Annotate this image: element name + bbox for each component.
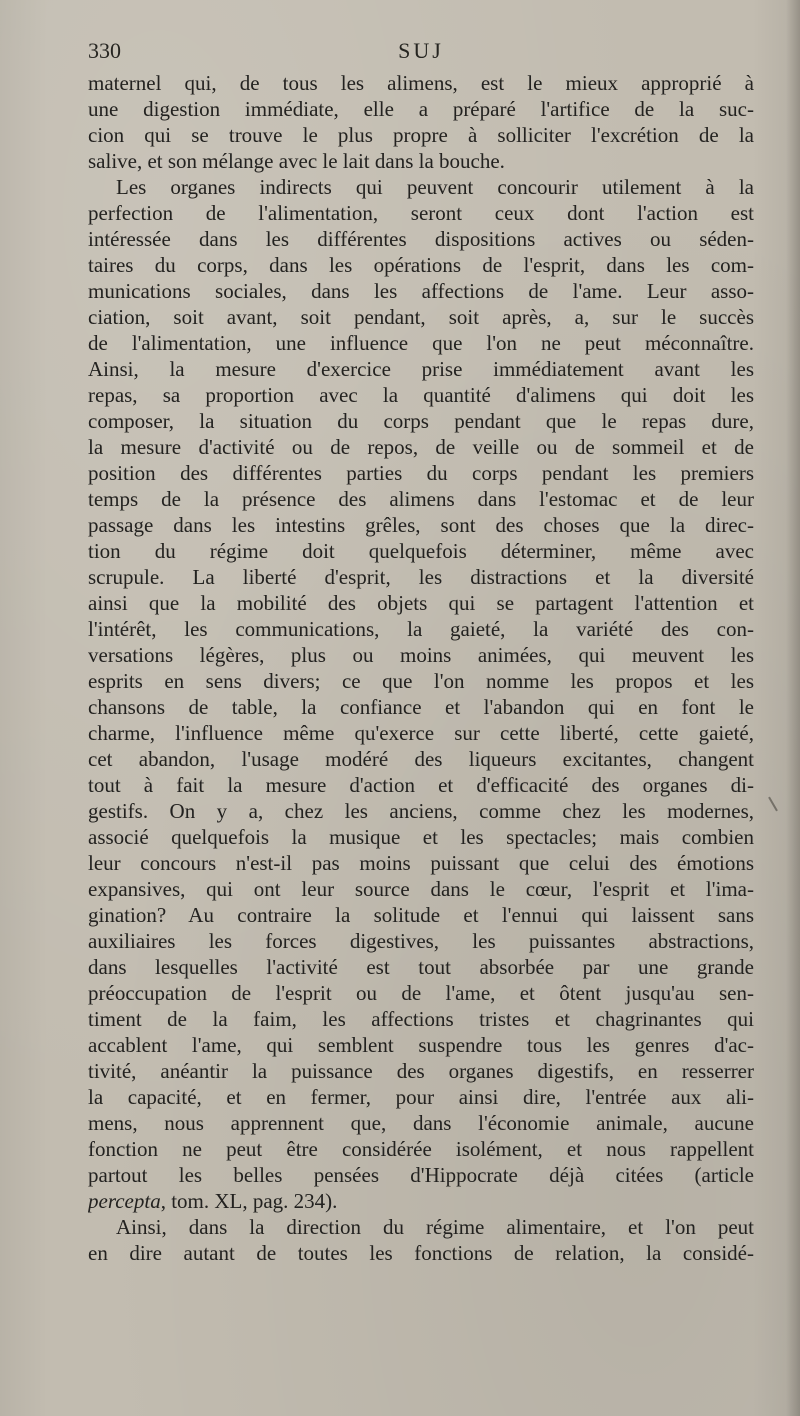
text-line: munications sociales, dans les affections de l'ame. Leur asso- [88, 279, 754, 303]
text-line: esprits en sens divers; ce que l'on nomme les propos et les [88, 669, 754, 693]
text-line: position des différentes parties du corps pendant les premiers [88, 461, 754, 485]
running-head [88, 38, 754, 66]
body-text [88, 70, 754, 1266]
text-line: la mesure d'activité ou de repos, de veille ou de sommeil et de [88, 435, 754, 459]
text-line: leur concours n'est-il pas moins puissant que celui des émotions [88, 851, 754, 875]
text-line: mens, nous apprennent que, dans l'économie animale, aucune [88, 1111, 754, 1135]
text-line: fonction ne peut être considérée isolément, et nous rappellent [88, 1137, 754, 1161]
text-line: scrupule. La liberté d'esprit, les distractions et la diversité [88, 565, 754, 589]
text-line: passage dans les intestins grêles, sont des choses que la direc- [88, 513, 754, 537]
text-line: la capacité, et en fermer, pour ainsi dire, l'entrée aux ali- [88, 1085, 754, 1109]
text-line: ainsi que la mobilité des objets qui se partagent l'attention et [88, 591, 754, 615]
text-line: temps de la présence des alimens dans l'estomac et de leur [88, 487, 754, 511]
text-line: tout à fait la mesure d'action et d'efficacité des organes di- [88, 773, 754, 797]
text-line: intéressée dans les différentes dispositions actives ou séden- [88, 227, 754, 251]
text-line: une digestion immédiate, elle a préparé l'artifice de la suc- [88, 97, 754, 121]
page-number: 330 [88, 38, 121, 63]
text-line: tion du régime doit quelquefois déterminer, même avec [88, 539, 754, 563]
page-edge-shadow [786, 0, 800, 1416]
text-line: cion qui se trouve le plus propre à solliciter l'excrétion de la [88, 123, 754, 147]
text-line: dans lesquelles l'activité est tout absorbée par une grande [88, 955, 754, 979]
text-line: perfection de l'alimentation, seront ceux dont l'action est [88, 201, 754, 225]
text-line: auxiliaires les forces digestives, les puissantes abstractions, [88, 929, 754, 953]
text-line: tivité, anéantir la puissance des organes digestifs, en resserrer [88, 1059, 754, 1083]
text-line: expansives, qui ont leur source dans le cœur, l'esprit et l'ima- [88, 877, 754, 901]
text-line: préoccupation de l'esprit ou de l'ame, et ôtent jusqu'au sen- [88, 981, 754, 1005]
running-title: SUJ [398, 38, 444, 63]
text-line: Ainsi, dans la direction du régime alimentaire, et l'on peut [116, 1215, 754, 1239]
text-line: cet abandon, l'usage modéré des liqueurs excitantes, changent [88, 747, 754, 771]
text-line: maternel qui, de tous les alimens, est le mieux approprié à [88, 71, 754, 95]
cited-article-title: percepta [88, 1189, 161, 1213]
text-line: Ainsi, la mesure d'exercice prise immédiatement avant les [88, 357, 754, 381]
text-line: gination? Au contraire la solitude et l'ennui qui laissent sans [88, 903, 754, 927]
text-line: charme, l'influence même qu'exerce sur cette liberté, cette gaieté, [88, 721, 754, 745]
text-line: en dire autant de toutes les fonctions de relation, la considé- [88, 1241, 754, 1265]
text-line: associé quelquefois la musique et les spectacles; mais combien [88, 825, 754, 849]
cited-reference: , tom. XL, pag. 234). [160, 1189, 338, 1213]
text-line: de l'alimentation, une influence que l'on ne peut méconnaître. [88, 331, 754, 355]
text-line: gestifs. On y a, chez les anciens, comme chez les modernes, [88, 799, 754, 823]
text-line: timent de la faim, les affections tristes et chagrinantes qui [88, 1007, 754, 1031]
citation-line [88, 1188, 754, 1214]
text-line: partout les belles pensées d'Hippocrate déjà citées (article [88, 1163, 754, 1187]
text-line: repas, sa proportion avec la quantité d'alimens qui doit les [88, 383, 754, 407]
text-line: l'intérêt, les communications, la gaieté, la variété des con- [88, 617, 754, 641]
text-line: taires du corps, dans les opérations de l'esprit, dans les com- [88, 253, 754, 277]
ink-mark [768, 797, 778, 812]
text-line: ciation, soit avant, soit pendant, soit après, a, sur le succès [88, 305, 754, 329]
text-line: accablent l'ame, qui semblent suspendre tous les genres d'ac- [88, 1033, 754, 1057]
text-line: Les organes indirects qui peuvent concourir utilement à la [116, 175, 754, 199]
text-line: versations légères, plus ou moins animées, qui meuvent les [88, 643, 754, 667]
text-line: chansons de table, la confiance et l'abandon qui en font le [88, 695, 754, 719]
text-line: composer, la situation du corps pendant que le repas dure, [88, 409, 754, 433]
text-line: salive, et son mélange avec le lait dans la bouche. [88, 149, 505, 173]
